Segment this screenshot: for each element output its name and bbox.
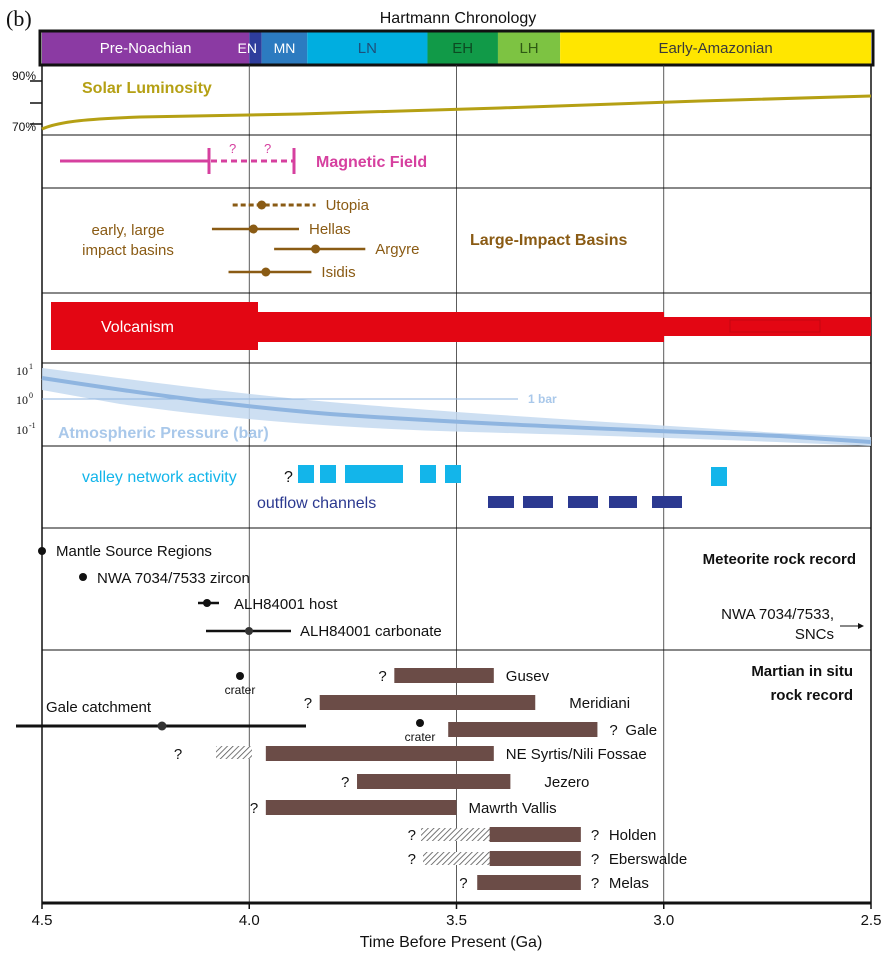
site-bar-gusev: [394, 668, 493, 683]
valley-block: [420, 465, 436, 483]
x-tick-label: 4.5: [31, 912, 53, 929]
outflow-block: [652, 496, 682, 508]
site-bar-gale: [448, 722, 597, 737]
x-tick-label: 2.5: [860, 912, 882, 929]
diagram-title: Hartmann Chronology: [379, 10, 537, 27]
crater-dot-2: [416, 719, 424, 727]
arrow-right-icon: [858, 623, 864, 629]
period-label-ln: LN: [357, 40, 377, 57]
x-tick-label: 4.0: [238, 912, 260, 929]
site-label-gusev: Gusev: [505, 668, 550, 685]
meteorite-note-line2: SNCs: [794, 626, 834, 643]
atmosphere-label: Atmospheric Pressure (bar): [58, 425, 269, 442]
site-q-right: ?: [590, 875, 600, 892]
impact-note-line2: impact basins: [82, 242, 174, 259]
period-label-en: EN: [237, 40, 257, 56]
solar-tick-70: 70%: [12, 120, 37, 134]
impact-basins-label: Large-Impact Basins: [470, 232, 628, 249]
meteorite-mantle-label: Mantle Source Regions: [56, 543, 212, 560]
period-label-lh: LH: [519, 40, 539, 57]
valley-block: [320, 465, 336, 483]
site-q: ?: [407, 851, 417, 868]
insitu-title-line2: rock record: [770, 687, 853, 704]
x-tick-label: 3.5: [446, 912, 467, 929]
crater-label-2: crater: [404, 730, 436, 744]
x-tick-label: 3.0: [653, 912, 675, 929]
basin-dot-isidis: [261, 268, 270, 277]
pressure-tick-exp-1: 1: [29, 362, 33, 371]
basin-dot-utopia: [257, 201, 266, 210]
gale-catchment-label: Gale catchment: [46, 699, 152, 716]
atmosphere-row: [16, 362, 871, 446]
crater-label-1: crater: [224, 683, 256, 697]
water-row: [82, 465, 727, 512]
hatch-holden: [421, 828, 493, 841]
site-label-meridiani: Meridiani: [569, 695, 631, 712]
basin-label-utopia: Utopia: [325, 197, 369, 214]
hatch-nilifossae: [216, 746, 252, 759]
valley-block: [711, 467, 727, 486]
site-label-mawrth-vallis: Mawrth Vallis: [468, 800, 557, 817]
site-bar-holden: [490, 827, 581, 842]
site-bar-melas: [477, 875, 581, 890]
period-label-mn: MN: [273, 40, 296, 56]
volcanism-label: Volcanism: [101, 319, 174, 336]
gale-catchment-dot: [158, 722, 167, 731]
volcanism-bar-mid: [255, 312, 664, 342]
basin-label-isidis: Isidis: [321, 264, 356, 281]
meteorite-note-line1: NWA 7034/7533,: [721, 606, 834, 623]
period-label-early-amazonian: Early-Amazonian: [658, 40, 773, 57]
magnetic-q1: ?: [229, 141, 237, 156]
impact-note-line1: early, large: [91, 222, 165, 239]
solar-luminosity-row: [12, 69, 871, 134]
site-q-right: ?: [590, 827, 600, 844]
site-q: ?: [459, 875, 468, 892]
insitu-title-line1: Martian in situ: [751, 663, 853, 680]
mantle-source-dot: [38, 547, 46, 555]
alh-carbonate-dot: [245, 627, 253, 635]
site-q: ?: [173, 746, 183, 763]
pressure-tick-exp-m1: -1: [29, 421, 36, 430]
meteorite-alh-carbonate-label: ALH84001 carbonate: [300, 623, 442, 640]
outflow-block: [488, 496, 514, 508]
basin-label-hellas: Hellas: [308, 221, 351, 238]
volcanism-row: [51, 302, 871, 350]
valley-block: [445, 465, 461, 483]
pressure-tick-exp-0: 0: [29, 391, 33, 400]
valley-network-label: valley network activity: [82, 469, 237, 486]
outflow-block: [568, 496, 598, 508]
meteorite-record-title: Meteorite rock record: [702, 551, 856, 568]
site-q: ?: [303, 695, 313, 712]
magnetic-label: Magnetic Field: [316, 154, 428, 171]
solar-tick-90: 90%: [12, 69, 37, 83]
outflow-block: [609, 496, 637, 508]
one-bar-label: 1 bar: [528, 392, 557, 406]
site-bar-eberswalde: [490, 851, 581, 866]
site-q: ?: [249, 800, 259, 817]
site-q: ?: [341, 774, 350, 791]
crater-dot-1: [236, 672, 244, 680]
site-label-melas: Melas: [608, 875, 649, 892]
basin-dot-hellas: [249, 225, 258, 234]
site-label-holden: Holden: [608, 827, 657, 844]
site-label-eberswalde: Eberswalde: [608, 851, 688, 868]
basin-label-argyre: Argyre: [375, 241, 420, 258]
period-label-eh: EH: [452, 40, 474, 57]
site-bar-jezero: [357, 774, 510, 789]
meteorite-zircon-label: NWA 7034/7533 zircon: [97, 570, 250, 587]
site-bar-ne-syrtis-nili-fossae: [266, 746, 494, 761]
x-axis: [32, 903, 882, 951]
alh-host-dot: [203, 599, 211, 607]
x-axis-label: Time Before Present (Ga): [359, 934, 543, 951]
site-q: ?: [407, 827, 417, 844]
pressure-tick-10-1: 10: [16, 364, 28, 378]
valley-block: [345, 465, 403, 483]
site-q: ?: [609, 722, 618, 739]
meteorite-alh-host-label: ALH84001 host: [234, 596, 338, 613]
insitu-row: [16, 663, 853, 892]
solar-label: Solar Luminosity: [82, 80, 212, 97]
nwa-zircon-dot: [79, 573, 87, 581]
site-bar-mawrth-vallis: [266, 800, 457, 815]
pressure-tick-10-m1: 10: [16, 423, 28, 437]
valley-block: [298, 465, 314, 483]
basin-dot-argyre: [311, 245, 320, 254]
valley-network-q: ?: [284, 469, 293, 486]
period-label-pre-noachian: Pre-Noachian: [99, 40, 192, 57]
meteorite-row: [38, 543, 864, 643]
chronology-bar: [40, 31, 873, 65]
outflow-label: outflow channels: [257, 495, 377, 512]
site-label-gale: Gale: [625, 722, 658, 739]
outflow-block: [523, 496, 553, 508]
site-label-ne-syrtis-nili-fossae: NE Syrtis/Nili Fossae: [505, 746, 647, 763]
site-q-right: ?: [590, 851, 600, 868]
site-q: ?: [378, 668, 387, 685]
site-label-jezero: Jezero: [544, 774, 590, 791]
panel-label: (b): [6, 6, 32, 31]
magnetic-q2: ?: [264, 141, 272, 156]
pressure-tick-10-0: 10: [16, 393, 28, 407]
impact-basins-row: [82, 197, 627, 281]
hatch-eberswalde: [423, 852, 493, 865]
site-bar-meridiani: [320, 695, 536, 710]
magnetic-field-row: [60, 141, 427, 174]
